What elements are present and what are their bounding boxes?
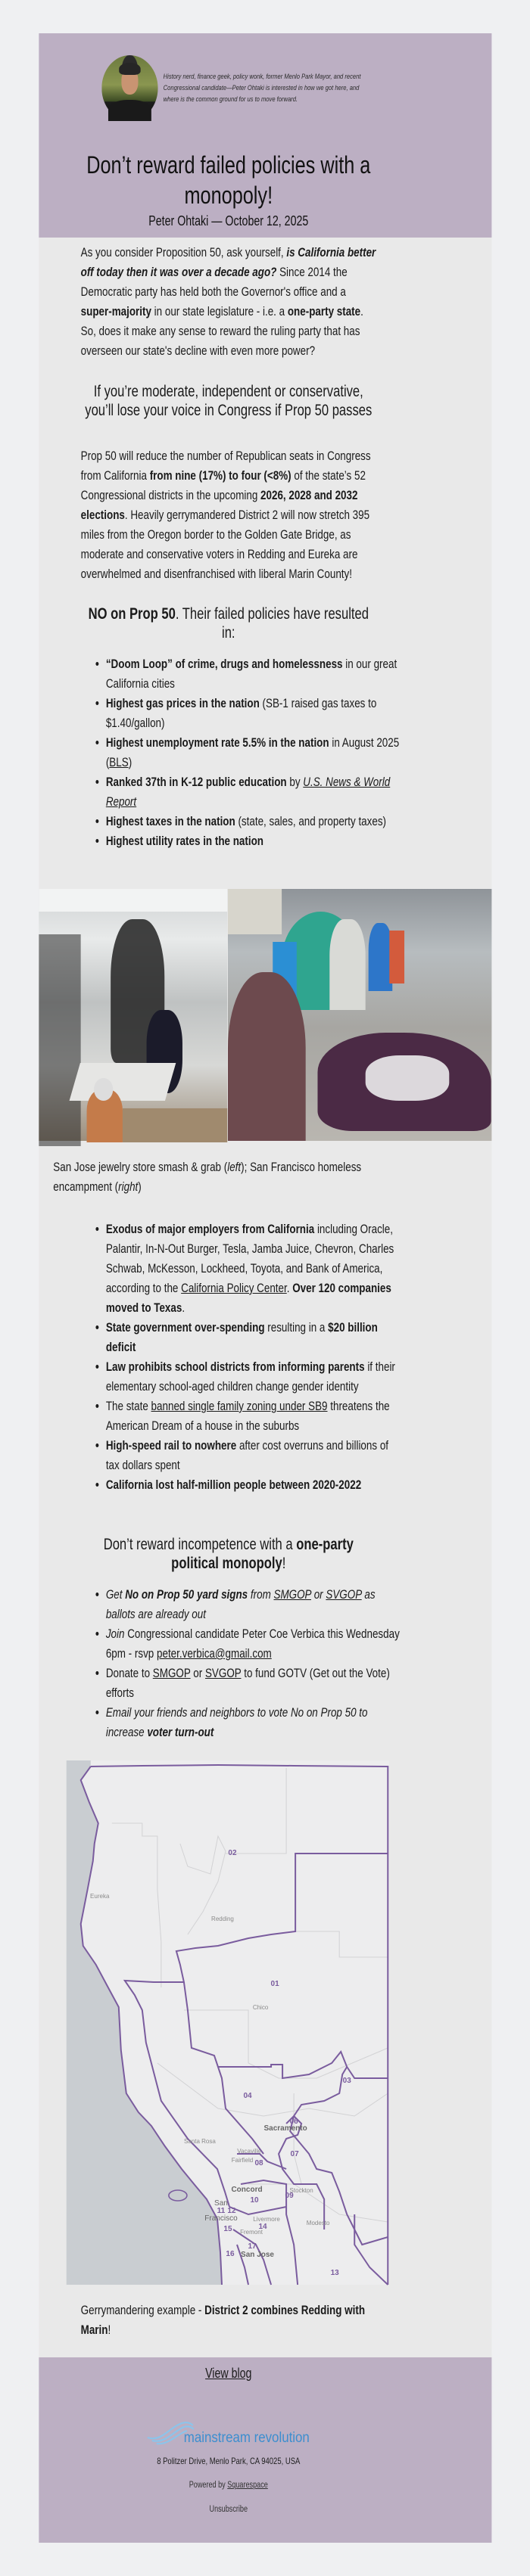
- list-item: [106, 831, 401, 851]
- more-failures-list: [81, 1220, 401, 1495]
- text-segment: ): [138, 1179, 142, 1194]
- email-footer: [39, 2357, 491, 2543]
- heading-lose-voice: [81, 382, 376, 420]
- text-segment: If you’re moderate, independent or conservative, you’ll lose your voice in Congress if Prop 50 passes: [85, 383, 373, 419]
- inline-link[interactable]: SMGOP: [152, 1666, 191, 1680]
- heading-no-on-prop50: [81, 604, 376, 642]
- inline-link[interactable]: peter.verbica@gmail.com: [157, 1646, 272, 1661]
- bold-text: voter turn-out: [147, 1725, 214, 1739]
- failed-policies-list: [81, 654, 401, 851]
- email-body: [39, 238, 491, 2357]
- district-label: 02: [228, 1849, 237, 1857]
- squarespace-link[interactable]: Squarespace: [227, 2481, 268, 2490]
- bold-text: High-speed rail to nowhere: [105, 1438, 237, 1453]
- city-label: Chico: [252, 2004, 269, 2011]
- bold-text: $20 billion deficit: [105, 1320, 378, 1354]
- view-blog-link[interactable]: View blog: [205, 2366, 252, 2381]
- intro-paragraph: [81, 243, 376, 361]
- text-segment: including Oracle, Palantir, In-N-Out Burger, Tesla, Jamba Juice, Chevron, Charles Schwab, McKesson, Lockheed, Toyota, and Bank of America, according to the: [105, 1222, 394, 1295]
- district-label: 14: [258, 2223, 267, 2231]
- text-segment: right: [118, 1179, 139, 1194]
- list-item: [106, 812, 401, 831]
- list-item: [106, 1624, 401, 1664]
- bold-text: State government over-spending: [105, 1320, 265, 1335]
- bold-text: super-majority: [80, 304, 151, 319]
- district-label: 13: [330, 2269, 339, 2277]
- district-label: 01: [270, 1980, 279, 1988]
- city-label: Stockton: [289, 2187, 313, 2194]
- bold-text: Over 120 companies moved to Texas: [105, 1281, 391, 1315]
- text-segment: .: [182, 1300, 186, 1315]
- bold-text: one-party state: [287, 304, 361, 319]
- text-segment: As you consider Proposition 50, ask yourself,: [80, 245, 287, 259]
- district-label: 09: [285, 2192, 294, 2200]
- bold-text: Ranked 37th in K-12 public education: [105, 775, 287, 789]
- text-segment: Email your friends and neighbors to vote No on Prop 50 to increase: [105, 1705, 368, 1739]
- powered-by-label: Powered by: [189, 2481, 228, 2490]
- text-segment: in August 2025 (: [105, 735, 400, 769]
- bold-text: Highest gas prices in the nation: [105, 696, 260, 710]
- text-segment: . Their failed policies have resulted in:: [175, 605, 369, 642]
- text-segment: ); San Francisco homeless encampment (: [53, 1160, 362, 1194]
- logo-waves-icon: [146, 2416, 311, 2448]
- bold-text: “Doom Loop” of crime, drugs and homelessness: [105, 657, 343, 671]
- district-label: 16: [226, 2250, 235, 2258]
- list-item: [106, 772, 401, 812]
- text-segment: Gerrymandering example -: [80, 2303, 205, 2317]
- author-bio: History nerd, finance geek, policy wonk, former Menlo Park Mayor, and recent Congressional candidate—Peter Ohtaki is interested in how we got here, and where is the common ground for us to move forward.: [163, 73, 361, 104]
- bold-text: is California better off today then it was over a decade ago?: [80, 245, 376, 279]
- bold-text: California lost half-million people between 2020-2022: [105, 1478, 362, 1492]
- unsubscribe-link[interactable]: Unsubscribe: [209, 2505, 248, 2514]
- bold-text: Highest unemployment rate 5.5% in the nation: [105, 735, 329, 750]
- text-segment: Prop 50 will reduce the number of Republican seats in Congress from California: [80, 449, 371, 483]
- bold-text: Highest utility rates in the nation: [105, 834, 264, 848]
- city-label: Livermore: [253, 2216, 280, 2223]
- list-item: [106, 654, 401, 694]
- city-label: Eureka: [90, 1893, 110, 1900]
- text-segment: Don’t reward incompetence with a: [103, 1536, 297, 1553]
- city-label: Santa Rosa: [184, 2138, 216, 2145]
- prop50-paragraph: [81, 446, 376, 584]
- bold-text: No on Prop 50 yard signs: [125, 1587, 248, 1602]
- text-segment: Congressional candidate Peter Coe Verbica this Wednesday 6pm - rsvp: [105, 1627, 400, 1661]
- powered-by: [81, 2479, 376, 2491]
- list-item: [106, 1664, 401, 1703]
- city-label: Sacramento: [263, 2124, 307, 2133]
- city-label: Fairfield: [231, 2157, 254, 2164]
- jewelry-store-photo: [39, 889, 227, 1141]
- city-label: Vacaville: [237, 2148, 261, 2155]
- map-caption: [81, 2301, 376, 2340]
- district-label: 04: [243, 2092, 252, 2100]
- text-segment: from: [248, 1587, 274, 1602]
- list-item: [106, 1585, 401, 1624]
- page-title: Don’t reward failed policies with a monopoly!: [86, 151, 371, 209]
- text-segment: left: [227, 1160, 242, 1174]
- list-item: [106, 1703, 401, 1742]
- text-segment: by: [286, 775, 304, 789]
- bold-text: one-party political monopoly: [171, 1536, 354, 1572]
- list-item: [106, 1357, 401, 1397]
- list-item: [106, 1220, 401, 1318]
- city-label: San: [214, 2199, 228, 2208]
- district-label: 03: [342, 2077, 351, 2085]
- district-label: 08: [254, 2159, 263, 2167]
- list-item: [106, 1318, 401, 1357]
- footer-address: 8 Politzer Drive, Menlo Park, CA 94025, USA: [157, 2456, 301, 2466]
- text-segment: Since 2014 the Democratic party has held both the Governor's office and a: [80, 265, 348, 299]
- text-segment: threatens the American Dream of a house in the suburbs: [105, 1399, 390, 1433]
- author-avatar: [101, 55, 157, 121]
- text-segment: Donate to: [105, 1666, 153, 1680]
- photo-collage: [39, 889, 491, 1141]
- text-segment: (state, sales, and property taxes): [235, 814, 387, 828]
- inline-link[interactable]: U.S. News & World Report: [105, 775, 391, 809]
- inline-link[interactable]: SVGOP: [204, 1666, 242, 1680]
- call-to-action-list: [81, 1585, 401, 1742]
- list-item: [106, 1397, 401, 1436]
- text-segment: Get: [105, 1587, 126, 1602]
- list-item: [106, 733, 401, 772]
- heading-incompetence: [81, 1535, 376, 1573]
- text-segment: .: [286, 1281, 293, 1295]
- text-segment: !: [108, 2323, 111, 2337]
- text-segment: (SB-1 raised gas taxes to $1.40/gallon): [105, 696, 377, 730]
- text-segment: if their elementary school-aged children change gender identity: [105, 1359, 395, 1394]
- text-segment: to fund GOTV (Get out the Vote) efforts: [105, 1666, 390, 1700]
- text-segment: San Jose jewelry store smash & grab (: [53, 1160, 228, 1174]
- district-map: [67, 1760, 390, 2285]
- district-label: 07: [290, 2150, 299, 2158]
- text-segment: !: [282, 1555, 286, 1572]
- inline-link[interactable]: BLS: [109, 755, 129, 769]
- bold-text: from nine (17%) to four (<8%): [149, 468, 292, 483]
- email-header: [39, 33, 491, 238]
- text-segment: resulting in a: [264, 1320, 329, 1335]
- list-item: [106, 694, 401, 733]
- district-label: 15: [223, 2225, 232, 2233]
- district-label: 10: [250, 2196, 259, 2205]
- city-label: San Jose: [241, 2251, 275, 2259]
- byline: Peter Ohtaki — October 12, 2025: [148, 213, 309, 228]
- district-label: 11: [217, 2207, 226, 2215]
- city-label: Modesto: [306, 2220, 330, 2226]
- bold-text: District 2 combines Redding with Marin: [80, 2303, 366, 2337]
- bold-text: Highest taxes in the nation: [105, 814, 235, 828]
- text-segment: . Heavily gerrymandered District 2 will now stretch 395 miles from the Oregon border to the Golden Gate Bridge, as moderate and conservative voters in Redding and Eureka are overwhelmed and disenfranchised with liberal Marin County!: [80, 508, 370, 581]
- bold-text: Exodus of major employers from California: [105, 1222, 315, 1236]
- text-segment: or: [190, 1666, 205, 1680]
- list-item: [106, 1436, 401, 1475]
- homeless-encampment-photo: [228, 889, 491, 1141]
- text-segment: of the state’s 52 Congressional districts in the upcoming: [80, 468, 366, 502]
- bold-text: NO on Prop 50: [88, 605, 176, 623]
- inline-link[interactable]: banned single family zoning under SB9: [151, 1399, 328, 1413]
- text-segment: as ballots are already out: [105, 1587, 376, 1621]
- inline-link[interactable]: SVGOP: [326, 1587, 362, 1602]
- logo-text: mainstream revolution: [183, 2430, 310, 2446]
- district-label: 12: [227, 2207, 236, 2215]
- inline-link[interactable]: SMGOP: [273, 1587, 311, 1602]
- text-segment: Join: [105, 1627, 125, 1641]
- photo-caption: [53, 1157, 388, 1197]
- district-label: 17: [248, 2242, 257, 2251]
- text-segment: in our state legislature - i.e. a: [151, 304, 288, 319]
- text-segment: after cost overruns and billions of tax dollars spent: [105, 1438, 389, 1472]
- city-label: Fremont: [240, 2229, 263, 2236]
- text-segment: . So, does it make any sense to reward the ruling party that has overseen our state's decline with even more power?: [80, 304, 363, 358]
- bold-text: 2026, 2028 and 2032 elections: [80, 488, 358, 522]
- city-label: Redding: [211, 1916, 234, 1922]
- city-label: Concord: [231, 2186, 263, 2194]
- text-segment: or: [310, 1587, 326, 1602]
- text-segment: The state: [105, 1399, 151, 1413]
- district-label: 06: [289, 2118, 298, 2126]
- text-segment: ): [128, 755, 132, 769]
- text-segment: in our great California cities: [105, 657, 398, 691]
- mainstream-revolution-logo: [81, 2416, 376, 2448]
- list-item: [106, 1475, 401, 1495]
- city-label: Francisco: [204, 2214, 238, 2223]
- bold-text: Law prohibits school districts from informing parents: [105, 1359, 365, 1374]
- inline-link[interactable]: California Policy Center: [181, 1281, 287, 1295]
